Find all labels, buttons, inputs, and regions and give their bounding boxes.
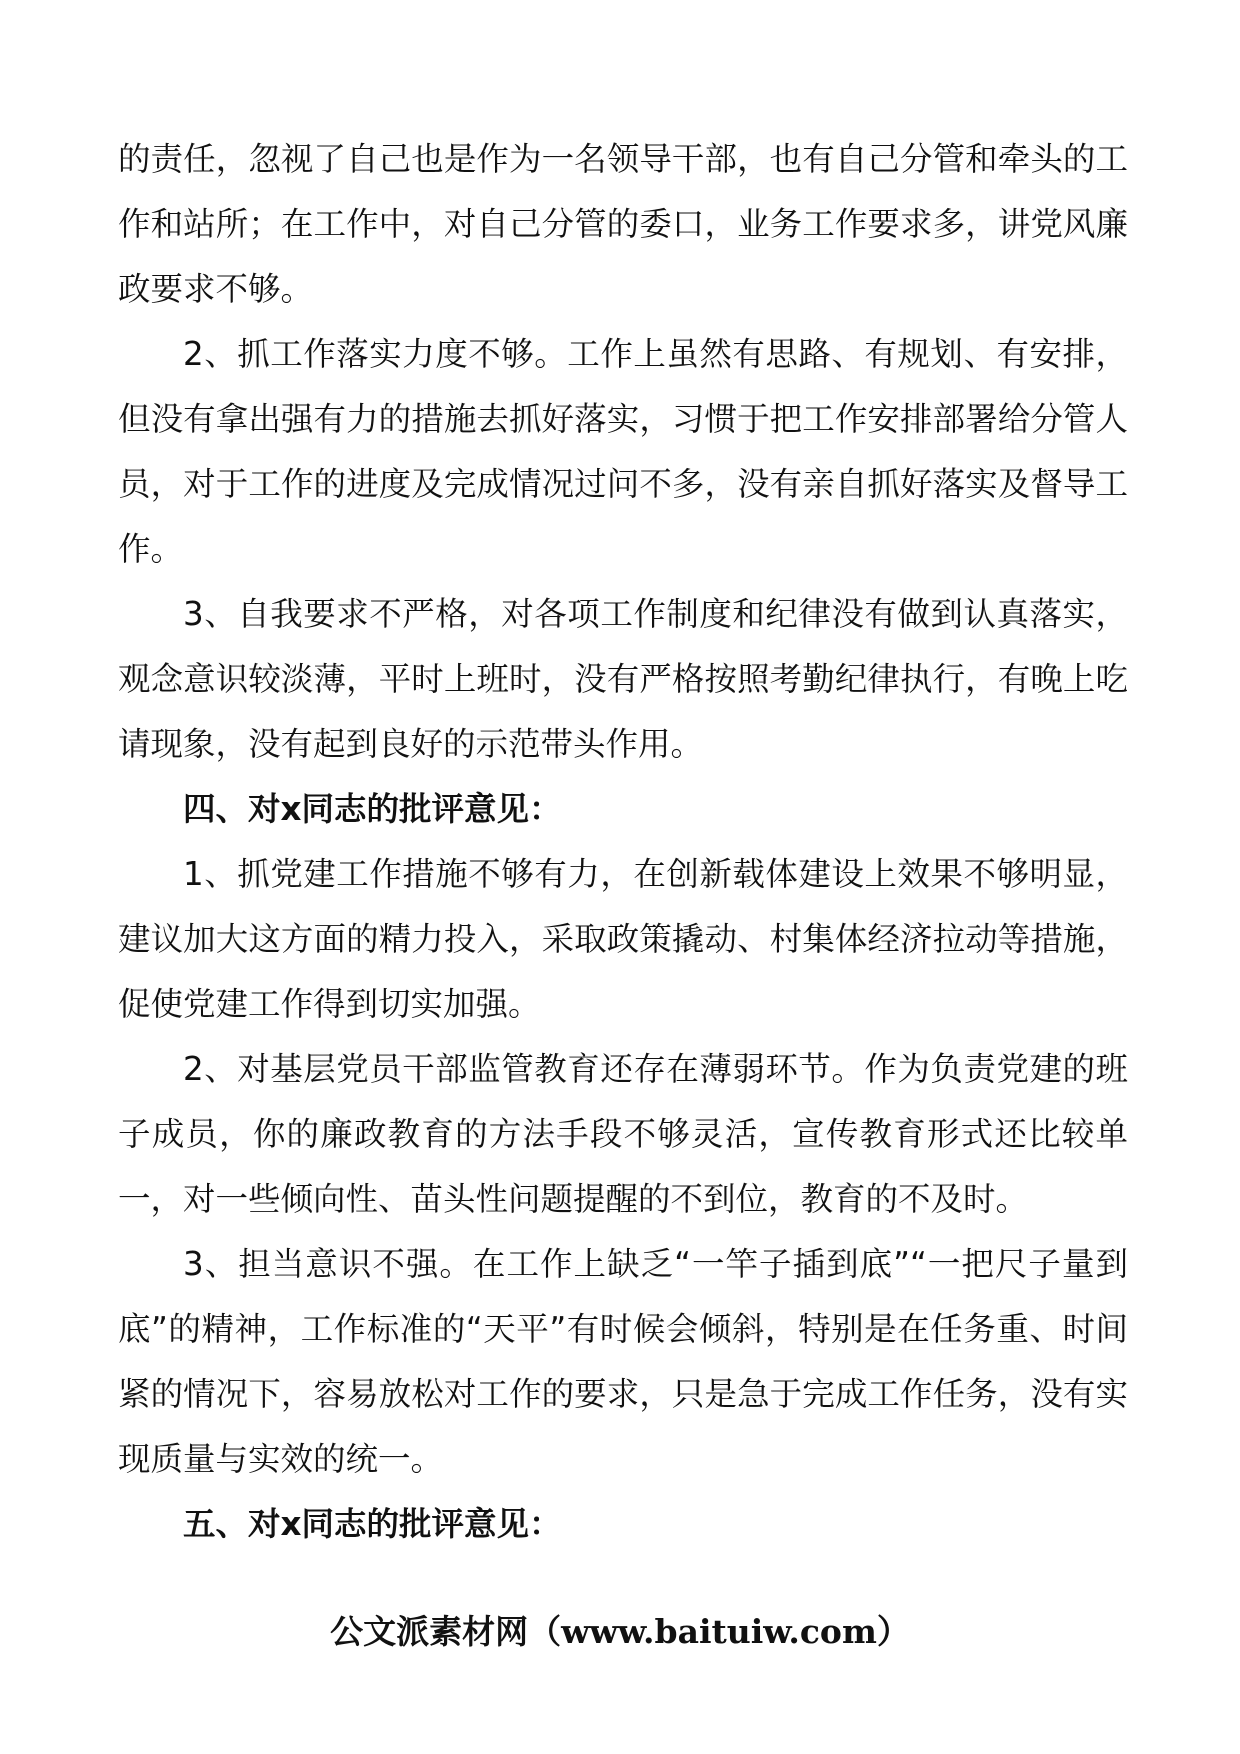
- paragraph-6: 2、对基层党员干部监管教育还存在薄弱环节。作为负责党建的班子成员，你的廉政教育的方法手段不够灵活，宣传教育形式还比较单一，对一些倾向性、苗头性问题提醒的不到位，教育的不及时。: [118, 1050, 1128, 1218]
- paragraph-3: 3、自我要求不严格，对各项工作制度和纪律没有做到认真落实，观念意识较淡薄，平时上班时，没有严格按照考勤纪律执行，有晚上吃请现象，没有起到良好的示范带头作用。: [118, 595, 1128, 763]
- paragraph-2: 2、抓工作落实力度不够。工作上虽然有思路、有规划、有安排，但没有拿出强有力的措施去抓好落实，习惯于把工作安排部署给分管人员，对于工作的进度及完成情况过问不多，没有亲自抓好落实及督导工作。: [118, 335, 1128, 568]
- section-heading-4: 四、对x同志的批评意见：: [183, 790, 562, 828]
- footer-watermark: 公文派素材网（www.baituiw.com）: [330, 1612, 910, 1651]
- paragraph-5: 1、抓党建工作措施不够有力，在创新载体建设上效果不够明显，建议加大这方面的精力投入，采取政策撬动、村集体经济拉动等措施，促使党建工作得到切实加强。: [118, 855, 1128, 1023]
- paragraph-7: 3、担当意识不强。在工作上缺乏“一竿子插到底”“一把尺子量到底”的精神，工作标准的“天平”有时候会倾斜，特别是在任务重、时间紧的情况下，容易放松对工作的要求，只是急于完成工作任务，没有实现质量与实效的统一。: [118, 1245, 1128, 1478]
- section-heading-5: 五、对x同志的批评意见：: [183, 1505, 562, 1543]
- paragraph-1: 的责任，忽视了自己也是作为一名领导干部，也有自己分管和牵头的工作和站所；在工作中，对自己分管的委口，业务工作要求多，讲党风廉政要求不够。: [118, 140, 1128, 308]
- document-body: [118, 127, 1128, 1557]
